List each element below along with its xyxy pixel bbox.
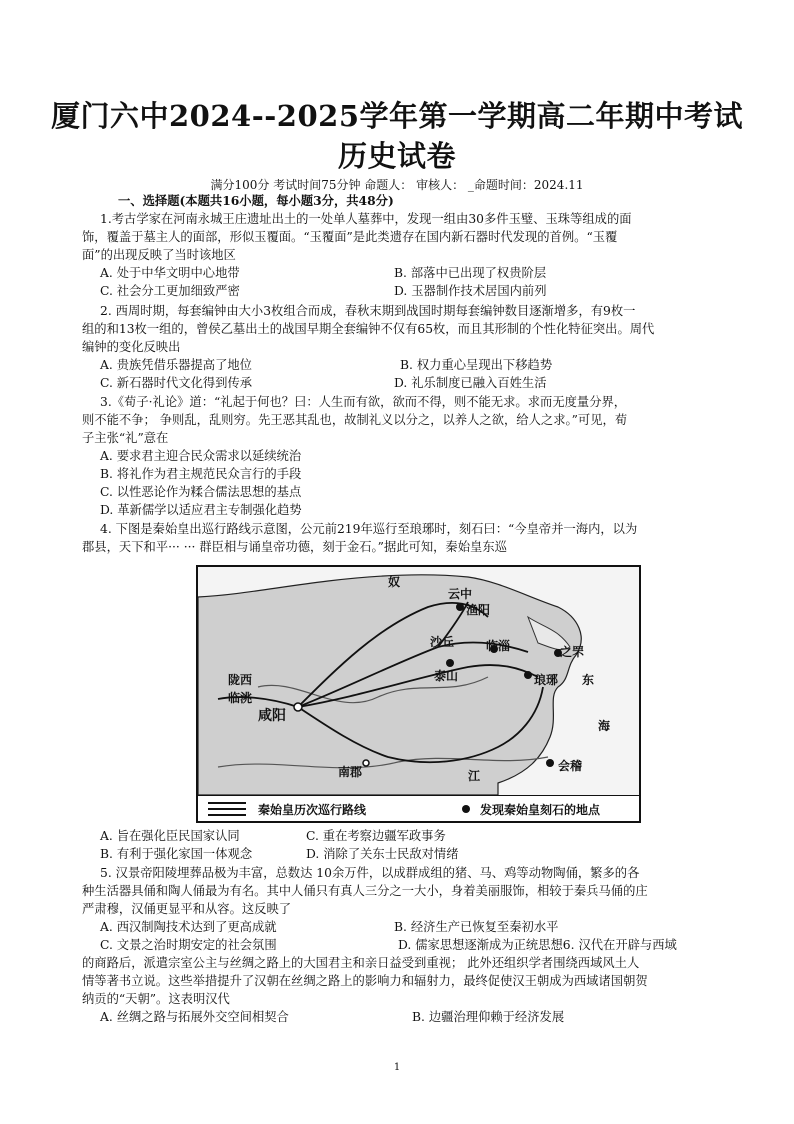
map-label-longxi: 陇西	[228, 673, 253, 687]
exam-subtitle: 历史试卷	[337, 139, 456, 173]
map-label-jiang: 江	[468, 769, 481, 783]
map-label-kuaiji: 会稽	[558, 759, 583, 773]
legend-route-swatch	[208, 799, 248, 819]
q1-line-2: 饰，覆盖于墓主人的面部，形似玉覆面。“玉覆面”是此类遗存在国内新石器时代发现的首例。“玉覆	[82, 230, 618, 244]
stone-marker-langya	[524, 671, 532, 679]
map-label-lintao: 临洮	[228, 691, 253, 705]
q2-line-3: 编钟的变化反映出	[82, 340, 181, 354]
exam-meta: 满分100分 考试时间75分钟 命题人： 审核人： _命题时间：2024.11	[210, 178, 584, 192]
q6-line-1: 的商路后，派遣宗室公主与丝绸之路上的大国君主和亲日益受到重视； 此外还组织学者围绕西域风土人	[82, 956, 640, 970]
city-marker-xianyang	[294, 703, 302, 711]
qin-tour-route-map	[196, 565, 641, 823]
q5-option-a: A. 西汉制陶技术达到了更高成就	[100, 920, 277, 934]
map-label-hai: 海	[598, 719, 611, 733]
q2-line-1: 2. 西周时期，每套编钟由大小3枚组合而成，春秋末期到战国时期每套编钟数目逐渐增多，有9枚一	[100, 304, 636, 318]
q4-line-1: 4. 下图是秦始皇出巡行路线示意图，公元前219年巡行至琅琊时，刻石曰：“今皇帝并一海内，以为	[100, 522, 638, 536]
map-label-yuyang: 渔阳	[466, 603, 491, 617]
q3-line-3: 子主张“礼”意在	[82, 431, 169, 445]
q3-option-b: B. 将礼作为君主规范民众言行的手段	[100, 467, 302, 481]
map-label-shaqiu: 沙丘	[430, 635, 455, 649]
map-label-taishan: 泰山	[434, 669, 459, 683]
q6-line-3: 纳贡的“天朝”。这表明汉代	[82, 992, 230, 1006]
legend-stone-label: 发现秦始皇刻石的地点	[480, 803, 601, 817]
q4-option-d: D. 消除了关东士民敌对情绪	[306, 847, 459, 861]
q5-option-b: B. 经济生产已恢复至秦初水平	[394, 920, 559, 934]
q3-option-c: C. 以性恶论作为糅合儒法思想的基点	[100, 485, 302, 499]
q1-line-1: 1.考古学家在河南永城王庄遗址出土的一处单人墓葬中，发现一组由30多件玉璧、玉珠等组成的面	[100, 212, 632, 226]
page-number: 1	[393, 1062, 401, 1073]
map-label-zhifu: 之罘	[560, 645, 585, 659]
section-heading: 一、选择题(本题共16小题，每小题3分，共48分)	[118, 193, 394, 208]
city-marker-nanjun	[363, 760, 369, 766]
q1-option-c: C. 社会分工更加细致严密	[100, 284, 240, 298]
q5-line-3: 严肃穆，汉俑更显平和从容。这反映了	[82, 902, 292, 916]
q3-line-1: 3.《荀子·礼论》道：“礼起于何也？曰：人生而有欲，欲而不得，则不能无求。求而无度量分界，	[100, 395, 627, 409]
map-label-linzi: 临淄	[486, 639, 511, 653]
q6-option-a: A. 丝绸之路与拓展外交空间相契合	[100, 1010, 289, 1024]
q3-option-a: A. 要求君主迎合民众需求以延续统治	[100, 449, 302, 463]
exam-title: 厦门六中2024--2025学年第一学期高二年期中考试	[51, 99, 743, 133]
q2-option-c: C. 新石器时代文化得到传承	[100, 376, 253, 390]
q5-option-d: D. 儒家思想逐渐成为正统思想6. 汉代在开辟与西域	[398, 938, 677, 952]
q2-option-d: D. 礼乐制度已融入百姓生活	[394, 376, 547, 390]
q1-option-d: D. 玉器制作技术居国内前列	[394, 284, 547, 298]
stone-marker-yuyang	[456, 603, 464, 611]
q4-line-2: 郡县，天下和平··· ··· 群臣相与诵皇帝功德，刻于金石。”据此可知，秦始皇东巡	[82, 540, 507, 554]
q4-option-a: A. 旨在强化臣民国家认同	[100, 829, 240, 843]
stone-marker-taishan	[446, 659, 454, 667]
q1-line-3: 面”的出现反映了当时该地区	[82, 248, 236, 262]
q5-line-1: 5. 汉景帝阳陵埋葬品极为丰富，总数达 10余万件，以成群成组的猪、马、鸡等动物陶俑，繁多的各	[100, 866, 640, 880]
stone-marker-kuaiji	[546, 759, 554, 767]
map-label-langya: 琅琊	[534, 673, 559, 687]
q4-option-b: B. 有利于强化家国一体观念	[100, 847, 253, 861]
map-label-yunzhong: 云中	[448, 587, 473, 601]
q2-option-b: B. 权力重心呈现出下移趋势	[400, 358, 553, 372]
map-label-dong: 东	[582, 673, 595, 687]
q5-option-c: C. 文景之治时期安定的社会氛围	[100, 938, 277, 952]
q1-option-a: A. 处于中华文明中心地带	[100, 266, 240, 280]
q3-line-2: 则不能不争； 争则乱，乱则穷。先王恶其乱也，故制礼义以分之，以养人之欲，给人之求。”可见，荀	[82, 413, 628, 427]
q2-option-a: A. 贵族凭借乐器提高了地位	[100, 358, 252, 372]
legend-stone-swatch	[460, 803, 472, 815]
q6-option-b: B. 边疆治理仰赖于经济发展	[412, 1010, 565, 1024]
map-label-xianyang: 咸阳	[258, 708, 286, 724]
map-legend	[198, 795, 639, 822]
land-mass	[198, 575, 581, 795]
q5-line-2: 种生活器具俑和陶人俑最为有名。其中人俑只有真人三分之一大小，身着美丽服饰，相较于秦兵马俑的庄	[82, 884, 648, 898]
map-label-nanjun: 南郡	[338, 765, 363, 779]
q2-line-2: 组的和13枚一组的，曾侯乙墓出土的战国早期全套编钟不仅有65枚，而且其形制的个性化特征突出。周代	[82, 322, 655, 336]
legend-route-label: 秦始皇历次巡行路线	[258, 803, 367, 817]
map-label-nu: 奴	[388, 575, 401, 589]
q4-option-c: C. 重在考察边疆军政事务	[306, 829, 446, 843]
q1-option-b: B. 部落中已出现了权贵阶层	[394, 266, 547, 280]
q3-option-d: D. 革新儒学以适应君主专制强化趋势	[100, 503, 302, 517]
q6-line-2: 情等著书立说。这些举措提升了汉朝在丝绸之路上的影响力和辐射力，最终促使汉王朝成为西域诸国朝贺	[82, 974, 648, 988]
